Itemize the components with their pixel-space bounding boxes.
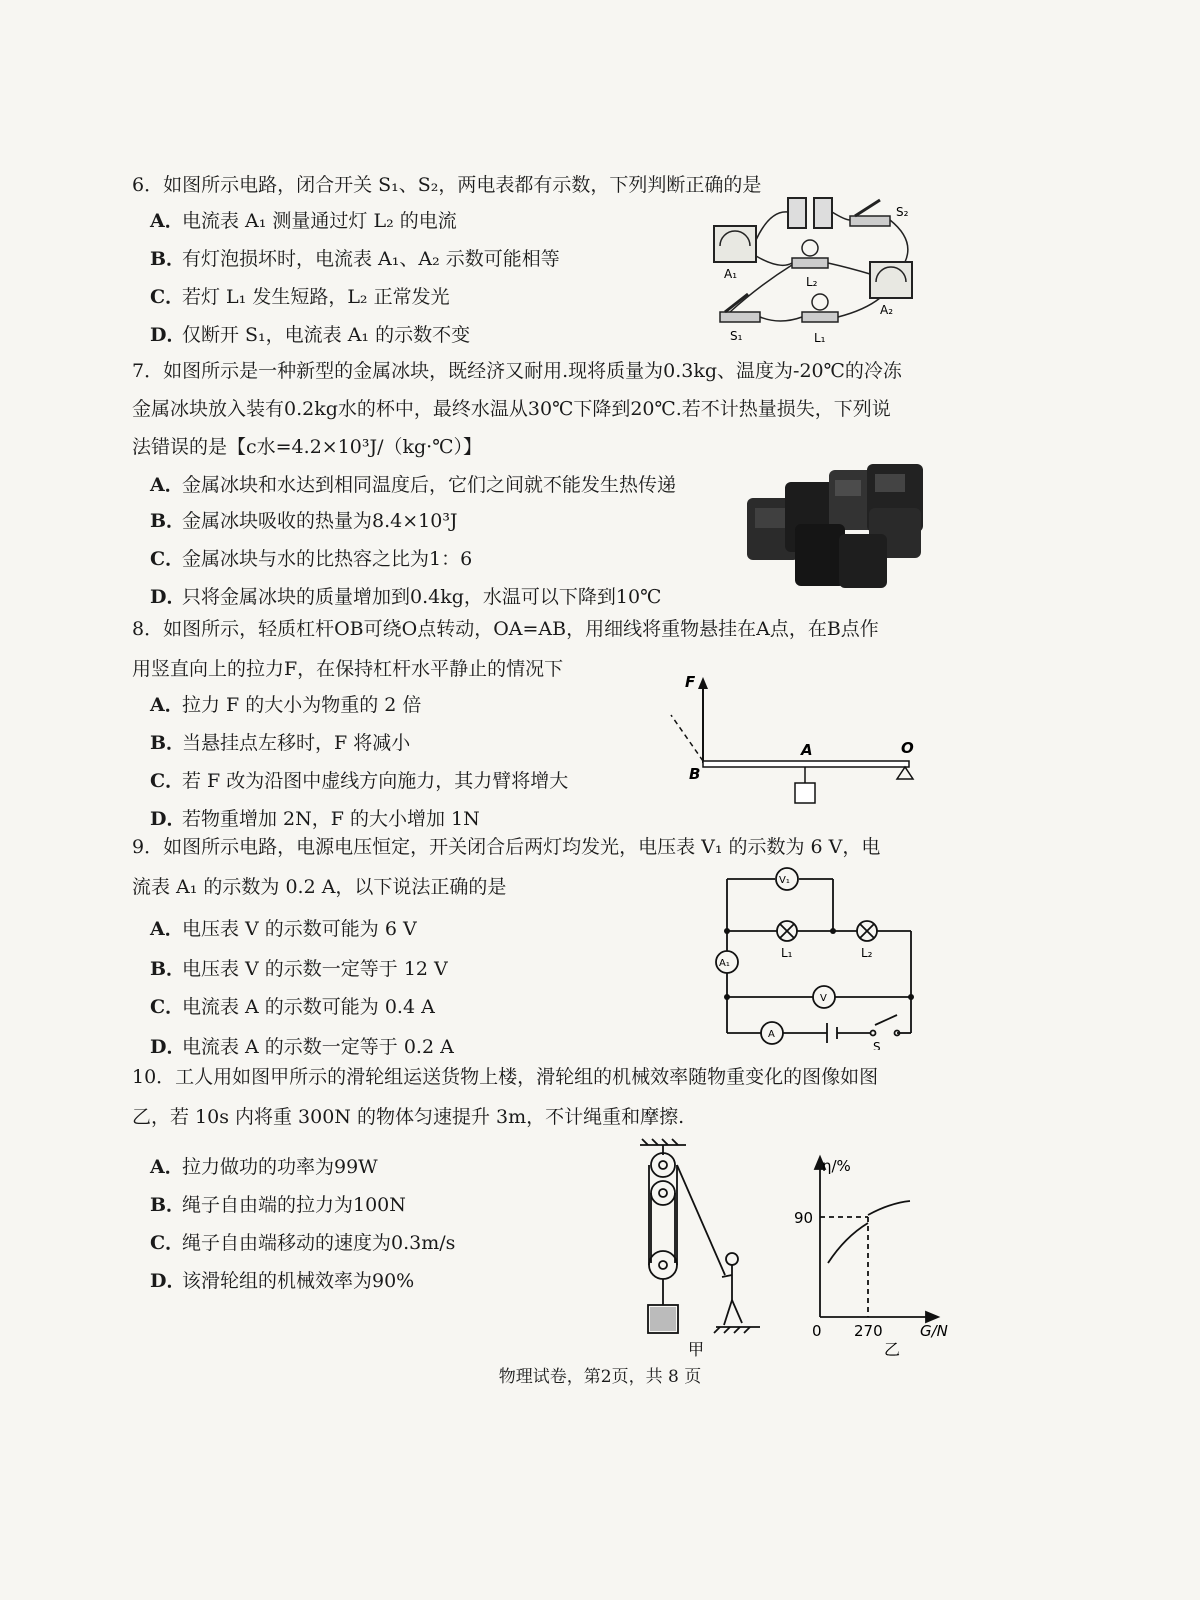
option-letter: C． bbox=[150, 996, 185, 1018]
option-text: 有灯泡损坏时，电流表 A₁、A₂ 示数可能相等 bbox=[182, 248, 560, 270]
option-text: 若 F 改为沿图中虚线方向施力，其力臂将增大 bbox=[182, 770, 569, 792]
q9-stem-line-2: 流表 A₁ 的示数为 0.2 A，以下说法正确的是 bbox=[132, 876, 507, 898]
lamp-l1-icon bbox=[812, 294, 828, 310]
label-s2: S₂ bbox=[896, 205, 909, 219]
option-letter: A． bbox=[150, 918, 184, 940]
hanging-weight bbox=[795, 783, 815, 803]
label-a2: A₂ bbox=[880, 303, 894, 317]
x-tick-270: 270 bbox=[854, 1322, 883, 1340]
q6-option-b bbox=[150, 240, 560, 278]
pulley-system-figure bbox=[620, 1135, 770, 1360]
option-text: 若灯 L₁ 发生短路，L₂ 正常发光 bbox=[182, 286, 450, 308]
metal-ice-cubes-photo bbox=[745, 460, 935, 590]
q6-option-c bbox=[150, 278, 450, 316]
switch-s2-icon bbox=[850, 216, 890, 226]
q10-option-d bbox=[150, 1262, 414, 1300]
option-letter: D． bbox=[150, 586, 186, 608]
q10-option-b bbox=[150, 1186, 406, 1224]
q6-option-a bbox=[150, 202, 457, 240]
q8-lever-figure bbox=[665, 665, 925, 810]
lamp-l2-icon bbox=[802, 240, 818, 256]
option-text: 拉力 F 的大小为物重的 2 倍 bbox=[182, 694, 422, 716]
q10-option-c bbox=[150, 1224, 455, 1262]
label-l1: L₁ bbox=[781, 946, 793, 960]
option-letter: B． bbox=[150, 732, 186, 754]
q9-stem-line-1: 9．如图所示电路，电源电压恒定，开关闭合后两灯均发光，电压表 V₁ 的示数为 6 V，电 bbox=[132, 836, 881, 858]
q8-stem-line-2: 用竖直向上的拉力F，在保持杠杆水平静止的情况下 bbox=[132, 658, 564, 680]
label-o: O bbox=[901, 739, 914, 757]
q7-option-a bbox=[150, 466, 676, 504]
label-a: A bbox=[801, 741, 813, 759]
efficiency-graph bbox=[770, 1145, 960, 1360]
q7-stem-line-1: 7．如图所示是一种新型的金属冰块，既经济又耐用.现将质量为0.3kg、温度为-20℃的冷冻 bbox=[132, 360, 902, 382]
q6-circuit-figure bbox=[700, 190, 930, 350]
option-letter: A． bbox=[150, 474, 184, 496]
label-s1: S₁ bbox=[730, 329, 743, 343]
movable-pulley bbox=[649, 1251, 677, 1279]
q10-stem-line-1: 10．工人用如图甲所示的滑轮组运送货物上楼，滑轮组的机械效率随物重变化的图像如图 bbox=[132, 1066, 879, 1088]
option-text: 该滑轮组的机械效率为90% bbox=[182, 1270, 415, 1292]
option-text: 电压表 V 的示数一定等于 12 V bbox=[182, 958, 448, 980]
q8-stem-line-1: 8．如图所示，轻质杠杆OB可绕O点转动，OA=AB，用细线将重物悬挂在A点，在B点作 bbox=[132, 618, 879, 640]
q6-stem: 6．如图所示电路，闭合开关 S₁、S₂，两电表都有示数，下列判断正确的是 bbox=[132, 174, 762, 196]
label-a1: A₁ bbox=[724, 267, 738, 281]
x-axis-label: G/N bbox=[920, 1322, 948, 1340]
label-v: V bbox=[820, 993, 827, 1004]
option-letter: D． bbox=[150, 1036, 186, 1058]
option-letter: C． bbox=[150, 1232, 185, 1254]
option-letter: D． bbox=[150, 1270, 186, 1292]
option-text: 绳子自由端的拉力为100N bbox=[182, 1194, 406, 1216]
option-letter: C． bbox=[150, 286, 185, 308]
q6-option-d bbox=[150, 316, 470, 354]
label-f: F bbox=[685, 673, 696, 691]
label-a: A bbox=[768, 1029, 775, 1040]
option-text: 金属冰块和水达到相同温度后，它们之间就不能发生热传递 bbox=[182, 474, 677, 496]
option-letter: A． bbox=[150, 210, 184, 232]
option-text: 只将金属冰块的质量增加到0.4kg，水温可以下降到10℃ bbox=[182, 586, 662, 608]
q8-option-a bbox=[150, 686, 421, 724]
efficiency-curve bbox=[828, 1223, 868, 1263]
option-letter: C． bbox=[150, 770, 185, 792]
label-jia: 甲 bbox=[688, 1340, 705, 1359]
label-l2: L₂ bbox=[861, 946, 873, 960]
option-letter: A． bbox=[150, 1156, 184, 1178]
q10-stem-line-2: 乙，若 10s 内将重 300N 的物体匀速提升 3m，不计绳重和摩擦. bbox=[132, 1106, 685, 1128]
origin-label: 0 bbox=[812, 1322, 822, 1340]
q9-circuit-figure bbox=[715, 865, 925, 1050]
option-text: 若物重增加 2N，F 的大小增加 1N bbox=[182, 808, 480, 830]
lever-bar bbox=[703, 761, 909, 767]
switch-s1-icon bbox=[720, 312, 760, 322]
q10-option-a bbox=[150, 1148, 378, 1186]
y-axis-label: η/% bbox=[822, 1157, 851, 1175]
option-text: 电流表 A 的示数可能为 0.4 A bbox=[182, 996, 435, 1018]
option-letter: D． bbox=[150, 324, 186, 346]
label-a1: A₁ bbox=[719, 958, 730, 969]
option-text: 电流表 A₁ 测量通过灯 L₂ 的电流 bbox=[182, 210, 457, 232]
label-s: S bbox=[873, 1040, 881, 1050]
option-text: 拉力做功的功率为99W bbox=[182, 1156, 378, 1178]
q7-option-c bbox=[150, 540, 472, 578]
label-yi: 乙 bbox=[884, 1340, 901, 1359]
dashed-force-direction bbox=[671, 715, 703, 761]
option-letter: B． bbox=[150, 958, 186, 980]
fixed-pulley-bottom bbox=[651, 1181, 675, 1205]
option-letter: C． bbox=[150, 548, 185, 570]
q7-stem-line-3: 法错误的是【c水=4.2×10³J/（kg·℃）】 bbox=[132, 436, 482, 458]
q7-option-b bbox=[150, 502, 458, 540]
option-text: 电流表 A 的示数一定等于 0.2 A bbox=[182, 1036, 454, 1058]
fixed-pulley-top bbox=[651, 1153, 675, 1177]
q9-option-b bbox=[150, 950, 448, 988]
option-text: 金属冰块与水的比热容之比为1：6 bbox=[182, 548, 473, 570]
q9-option-c bbox=[150, 988, 435, 1026]
q8-option-c bbox=[150, 762, 568, 800]
worker-figure bbox=[726, 1253, 738, 1265]
option-letter: A． bbox=[150, 694, 184, 716]
option-text: 金属冰块吸收的热量为8.4×10³J bbox=[182, 510, 458, 532]
option-letter: B． bbox=[150, 248, 186, 270]
label-b: B bbox=[689, 765, 701, 783]
q8-option-b bbox=[150, 724, 410, 762]
fulcrum-o bbox=[897, 767, 913, 779]
option-text: 电压表 V 的示数可能为 6 V bbox=[182, 918, 417, 940]
option-text: 仅断开 S₁，电流表 A₁ 的示数不变 bbox=[182, 324, 471, 346]
free-rope-end bbox=[677, 1165, 725, 1275]
option-letter: B． bbox=[150, 510, 186, 532]
q9-option-a bbox=[150, 910, 417, 948]
label-l1: L₁ bbox=[814, 331, 826, 345]
option-text: 绳子自由端移动的速度为0.3m/s bbox=[182, 1232, 456, 1254]
page-footer: 物理试卷，第2页，共 8 页 bbox=[498, 1367, 702, 1387]
q7-stem-line-2: 金属冰块放入装有0.2kg水的杯中，最终水温从30℃下降到20℃.若不计热量损失，下列说 bbox=[132, 398, 891, 420]
y-tick-90: 90 bbox=[794, 1209, 814, 1227]
label-l2: L₂ bbox=[806, 275, 818, 289]
option-letter: D． bbox=[150, 808, 186, 830]
option-text: 当悬挂点左移时，F 将减小 bbox=[182, 732, 411, 754]
battery-icon bbox=[788, 198, 806, 228]
label-v1: V₁ bbox=[779, 875, 790, 886]
option-letter: B． bbox=[150, 1194, 186, 1216]
